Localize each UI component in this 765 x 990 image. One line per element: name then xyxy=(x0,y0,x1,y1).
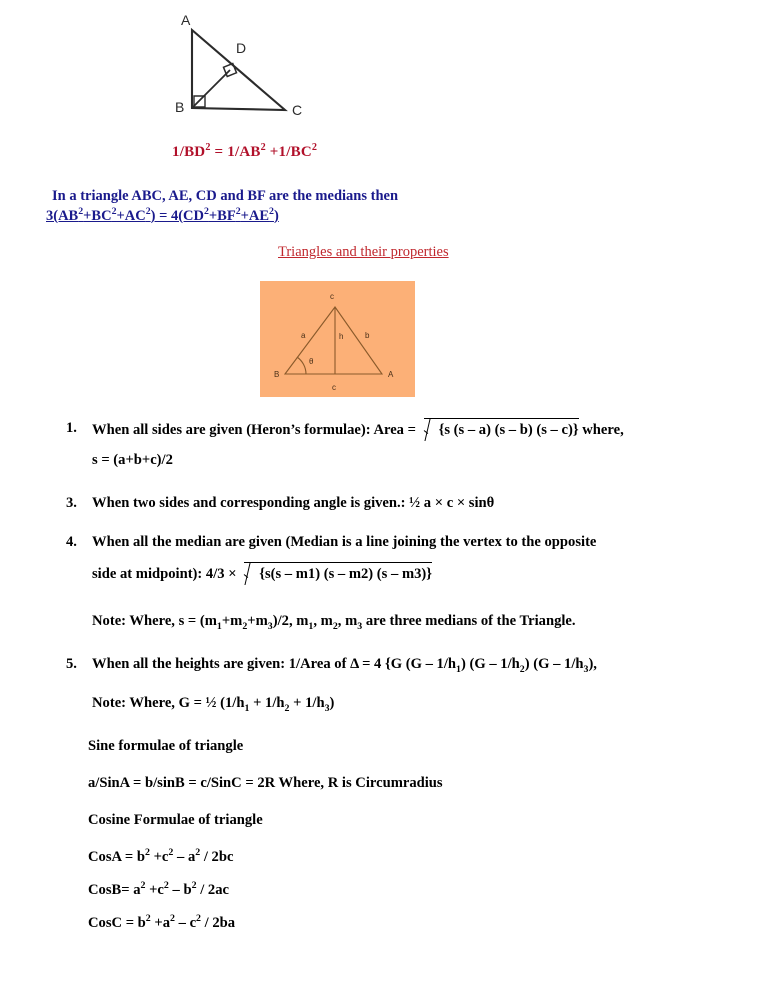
item-5-s2: 2 xyxy=(519,663,525,675)
note-medians-s2: 2 xyxy=(242,620,248,632)
item-1-radicand: {s (s – a) (s – b) (s – c)} xyxy=(424,418,579,441)
med-sup1: 2 xyxy=(78,206,84,218)
cosine-a-formula xyxy=(0,847,765,868)
note-medians-s4: 1 xyxy=(308,620,314,632)
cosA-e1: 2 xyxy=(144,847,150,859)
orange-triangle-svg xyxy=(260,281,415,397)
bd-lhs: 1/BD xyxy=(172,144,206,160)
item-5-s1: 1 xyxy=(456,663,461,675)
item-4-formula-prefix: side at midpoint): 4/3 × xyxy=(92,566,241,582)
item-number: 5. xyxy=(66,656,77,672)
item-5-p1: When all the heights are given: 1/Area of Δ = 4 {G (G – 1/h xyxy=(92,656,457,672)
item-3-text: When two sides and corresponding angle is given.: ½ a × c × sinθ xyxy=(92,495,495,511)
right-triangle-svg xyxy=(168,8,318,128)
note-medians-s1: 1 xyxy=(216,620,222,632)
cosB-p1: CosB= a xyxy=(88,882,141,898)
cosine-c-formula xyxy=(0,913,765,934)
item-number: 4. xyxy=(66,534,77,550)
note-heights-p3: + 1/h xyxy=(289,695,325,711)
cosA-e2: 2 xyxy=(168,847,174,859)
cosA-p3: – a xyxy=(173,849,196,865)
list-item-medians xyxy=(0,532,765,585)
med-sup4: 2 xyxy=(204,206,209,218)
cosB-e1: 2 xyxy=(140,880,146,892)
cosA-e3: 2 xyxy=(195,847,201,859)
item-5-p4: ), xyxy=(588,656,597,672)
list-item-two-sides-angle xyxy=(0,493,765,514)
note-medians xyxy=(0,611,765,632)
orange-label-angle: θ xyxy=(309,357,314,366)
sine-formula: a/SinA = b/sinB = c/SinC = 2R Where, R is Circumradius xyxy=(88,775,443,791)
orange-label-A: A xyxy=(388,370,394,379)
orange-label-B: B xyxy=(274,370,280,379)
bd-lhs-exponent: 2 xyxy=(205,142,211,153)
list-item-heights xyxy=(0,654,765,675)
note-heights-p2: + 1/h xyxy=(249,695,285,711)
bd-eq: = 1/AB xyxy=(210,144,261,160)
bd-relation-formula xyxy=(172,144,317,161)
item-5-s3: 3 xyxy=(583,663,589,675)
cosC-p1: CosC = b xyxy=(88,915,146,931)
orange-label-height: h xyxy=(339,332,344,341)
label-C: C xyxy=(292,102,303,118)
med-d: ) = 4(CD xyxy=(150,208,204,224)
orange-label-base: c xyxy=(332,383,336,392)
med-f: +AE xyxy=(240,208,270,224)
note-medians-p6: , m xyxy=(337,613,358,629)
section-heading: Triangles and their properties xyxy=(278,244,449,260)
cosB-p3: – b xyxy=(168,882,192,898)
median-theorem-block xyxy=(46,186,398,226)
note-medians-p5: , m xyxy=(313,613,333,629)
cosC-e1: 2 xyxy=(145,913,151,925)
bd-mid: +1/BC xyxy=(265,144,312,160)
list-item-herons-formula xyxy=(0,418,765,471)
item-5-p3: ) (G – 1/h xyxy=(524,656,584,672)
note-medians-s5: 2 xyxy=(332,620,338,632)
orange-triangle-figure xyxy=(260,281,415,397)
cosA-p1: CosA = b xyxy=(88,849,145,865)
note-heights-s3: 3 xyxy=(324,702,330,714)
note-medians-p3: +m xyxy=(247,613,268,629)
note-heights xyxy=(0,693,765,714)
item-number: 3. xyxy=(66,495,77,511)
item-4-text: When all the median are given (Median is a line joining the vertex to the opposite xyxy=(92,534,597,550)
label-B: B xyxy=(175,99,185,115)
label-A: A xyxy=(181,12,191,28)
cosC-p4: / 2ba xyxy=(201,915,236,931)
cosA-p2: +c xyxy=(149,849,169,865)
cosA-p4: / 2bc xyxy=(200,849,234,865)
median-theorem-statement: In a triangle ABC, AE, CD and BF are the medians then xyxy=(52,188,399,204)
cosB-p2: +c xyxy=(145,882,164,898)
orange-label-side-a: a xyxy=(301,331,306,340)
note-medians-p7: are three medians of the Triangle. xyxy=(362,613,576,629)
med-g: ) xyxy=(273,208,279,224)
item-4-formula xyxy=(92,562,747,585)
note-heights-s1: 1 xyxy=(244,702,250,714)
cosine-b-formula xyxy=(0,880,765,901)
cosine-heading: Cosine Formulae of triangle xyxy=(88,812,263,828)
note-heights-s2: 2 xyxy=(284,702,290,714)
item-1-suffix: where, xyxy=(578,422,624,438)
note-medians-p4: )/2, m xyxy=(272,613,309,629)
item-number: 1. xyxy=(66,420,77,436)
bd-rhs-exponent-2: 2 xyxy=(311,142,318,153)
cosC-e3: 2 xyxy=(196,913,201,925)
med-c: +AC xyxy=(116,208,146,224)
med-a: 3(AB xyxy=(46,208,79,224)
sine-heading: Sine formulae of triangle xyxy=(88,738,244,754)
orange-label-apex: c xyxy=(330,292,334,301)
median-theorem-equation xyxy=(46,206,279,226)
note-medians-p2: +m xyxy=(221,613,243,629)
orange-label-side-b: b xyxy=(365,331,370,340)
med-e: +BF xyxy=(208,208,236,224)
item-4-radicand: {s(s – m1) (s – m2) (s – m3)} xyxy=(244,562,432,585)
note-heights-p1: Note: Where, G = ½ (1/h xyxy=(92,695,245,711)
med-sup3: 2 xyxy=(145,206,151,218)
item-1-text: When all sides are given (Heron’s formulae): Area = xyxy=(92,422,420,438)
cosB-p4: / 2ac xyxy=(196,882,229,898)
med-sup5: 2 xyxy=(235,206,241,218)
cosC-e2: 2 xyxy=(170,913,175,925)
right-triangle-figure xyxy=(168,8,318,128)
cosC-p3: – c xyxy=(174,915,197,931)
cosB-e2: 2 xyxy=(163,880,169,892)
cosC-p2: +a xyxy=(150,915,171,931)
med-sup6: 2 xyxy=(269,206,274,218)
item-5-p2: ) (G – 1/h xyxy=(460,656,520,672)
note-medians-p1: Note: Where, s = (m xyxy=(92,613,217,629)
note-medians-s3: 3 xyxy=(267,620,273,632)
label-D: D xyxy=(236,40,247,56)
bd-rhs-exponent-1: 2 xyxy=(260,142,266,153)
note-heights-p4: ) xyxy=(329,695,335,711)
formula-list xyxy=(0,418,765,934)
med-b: +BC xyxy=(83,208,112,224)
item-1-semiperimeter: s = (a+b+c)/2 xyxy=(92,452,173,468)
note-medians-s6: 3 xyxy=(357,620,363,632)
cosB-e3: 2 xyxy=(191,880,197,892)
med-sup2: 2 xyxy=(111,206,117,218)
